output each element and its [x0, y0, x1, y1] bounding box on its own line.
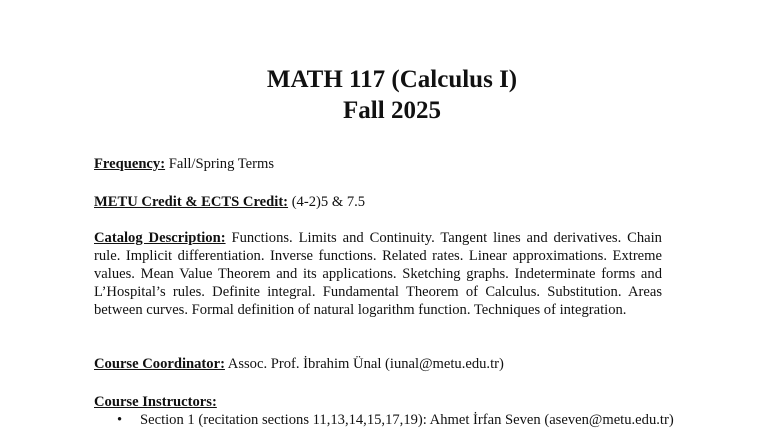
catalog-value: Functions. Limits and Continuity. Tangent lines and derivatives. Chain rule. Implicit differentiation. Inverse functions. Related rates. Linear approximations. Extreme values. Mean Value Theorem and its applications. Sketching graphs. Indeterminate forms and L’Hospital’s rules. Definite integral. Fundamental Theorem of Calculus. Substitution. Areas between curves. Formal definition of natural logarithm function. Techniques of integration. — [94, 230, 662, 318]
term-title: Fall 2025 — [343, 97, 441, 124]
catalog-paragraph — [94, 229, 662, 319]
instructor-entry: Section 1 (recitation sections 11,13,14,15,17,19): Ahmet İrfan Seven (aseven@metu.edu.tr) — [140, 412, 674, 428]
credit-value: (4-2)5 & 7.5 — [288, 194, 366, 210]
course-title: MATH 117 (Calculus I) — [266, 66, 518, 93]
credit-paragraph — [94, 193, 662, 211]
instructors-label: Course Instructors: — [94, 394, 217, 410]
frequency-paragraph — [94, 155, 662, 173]
frequency-value: Fall/Spring Terms — [165, 156, 275, 172]
credit-label: METU Credit & ECTS Credit: — [94, 194, 289, 210]
instructors-heading — [94, 393, 662, 411]
catalog-label: Catalog Description: — [94, 230, 226, 246]
bullet-icon: • — [117, 412, 123, 428]
frequency-label: Frequency: — [94, 156, 166, 172]
coordinator-paragraph — [94, 355, 662, 373]
coordinator-value: Assoc. Prof. İbrahim Ünal (iunal@metu.edu.tr) — [224, 356, 504, 372]
coordinator-label: Course Coordinator: — [94, 356, 225, 372]
